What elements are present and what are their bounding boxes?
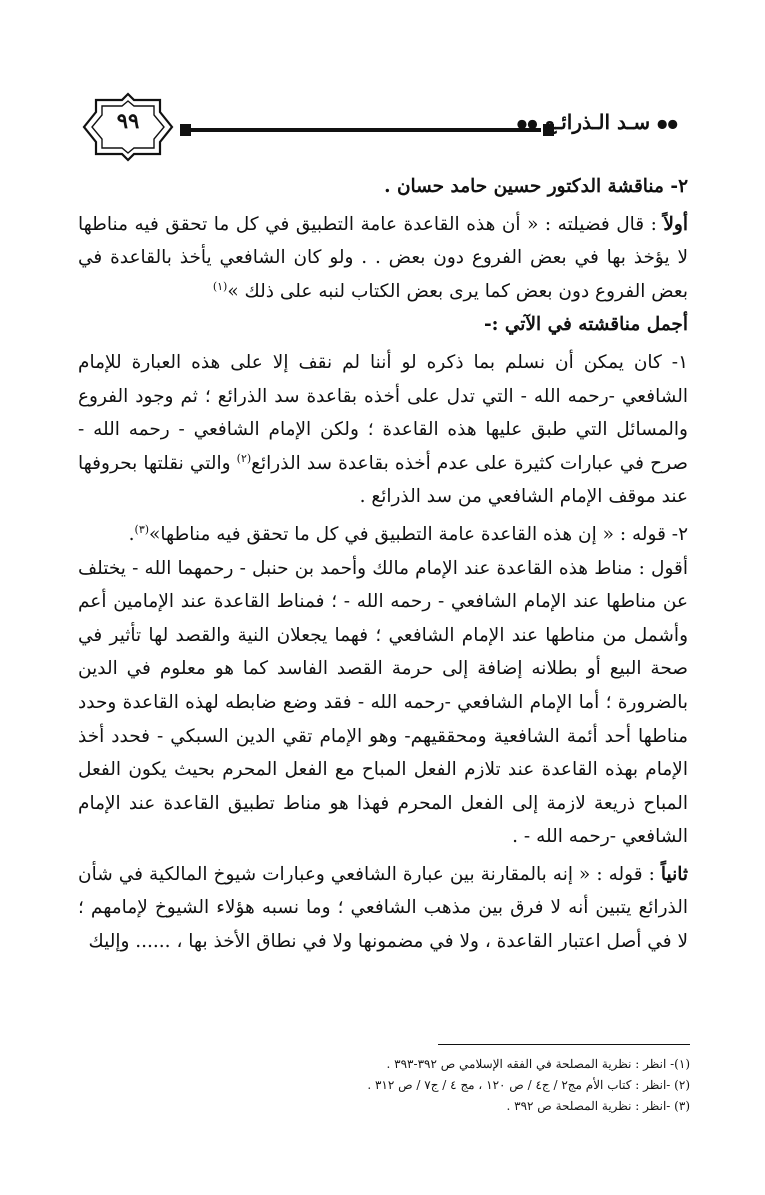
- footnote-ref-2: (٢): [236, 451, 252, 465]
- header-rule: [186, 128, 541, 132]
- point-one-text-after: والتي نقلتها بحروفها عند موقف الإمام الشافعي من سد الذرائع .: [78, 452, 688, 508]
- main-text: [78, 170, 688, 959]
- running-title: [516, 110, 678, 134]
- paragraph-second-label: ثانياً: [660, 863, 688, 885]
- footnote-1: (١)- انظر : نظرية المصلحة في الفقه الإسلامي ص ٣٩٢-٣٩٣ .: [386, 1057, 690, 1071]
- running-title-text: سـد الـذرائـع: [544, 110, 651, 134]
- bullet-dots-icon: ●●: [657, 116, 678, 131]
- paragraph-second: [78, 858, 688, 959]
- footnote-3: (٣) -انظر : نظرية المصلحة ص ٣٩٢ .: [506, 1099, 690, 1113]
- paragraph-first: [78, 208, 688, 309]
- footnote-ref-3: (٣): [134, 522, 150, 536]
- page-header: [78, 92, 678, 162]
- paragraph-second-text: : قوله : « إنه بالمقارنة بين عبارة الشافعي وعبارات شيوخ المالكية في شأن الذرائع يتبين أنه لا فرق بين مذهب الشافعي ؛ وما نسبه هؤلاء الشيوخ لإمامهم ؛ لا في أصل اعتبار القاعدة ، ولا في مضمونها ولا في نطاق الأخذ بها ، ...... وإليك: [78, 863, 688, 953]
- paragraph-aqul: أقول : مناط هذه القاعدة عند الإمام مالك وأحمد بن حنبل - رحمهما الله - يختلف عن مناطها عند الإمام الشافعي - رحمه الله - ؛ فمناط القاعدة عند الإمامين أعم وأشمل من مناطها عند الإمام الشافعي ؛ فهما يجعلان النية والقصد لها تأثير في صحة البيع أو بطلانه إضافة إلى حرمة القصد الفاسد كما هو معلوم في الدين بالضرورة ؛ أما الإمام الشافعي -رحمه الله - فقد وضع ضابطه لهذه القاعدة وحدد مناطها أحد أئمة الشافعية ومحققيهم- وهو الإمام تقي الدين السبكي - فحدد أخذ الإمام بهذه القاعدة عند تلازم الفعل المباح مع الفعل المحرم بحيث يكون الفعل المباح ذريعة لازمة إلى الفعل المحرم فهذا هو مناط تطبيق القاعدة عند الإمام الشافعي -رحمه الله - .: [78, 557, 688, 848]
- footnote-rule: [438, 1044, 690, 1045]
- point-two: [78, 518, 688, 552]
- page-number: ٩٩: [116, 108, 140, 133]
- section-heading: ٢- مناقشة الدكتور حسين حامد حسان .: [384, 176, 688, 197]
- point-one-text: ١- كان يمكن أن نسلم بما ذكره لو أننا لم نقف إلا على هذه العبارة للإمام الشافعي -رحمه الله - التي تدل على أخذه بقاعدة سد الذرائع ؛ ثم وجود الفروع والمسائل التي طبق عليها هذه القاعدة ؛ ولكن الإمام الشافعي - رحمه الله - صرح في عبارات كثيرة على عدم أخذه بقاعدة سد الذرائع: [78, 351, 688, 474]
- footnote-ref-1: (١): [212, 279, 228, 293]
- bullet-dots-icon: ●●: [516, 116, 538, 131]
- paragraph-first-text: : قال فضيلته : « أن هذه القاعدة عامة التطبيق في كل ما تحقق فيه مناطها لا يؤخذ بها في بعض الفروع دون بعض . . ولو كان الشافعي يأخذ بالقاعدة في بعض الفروع دون بعض كما يرى بعض الكتاب لنبه على ذلك »: [78, 213, 688, 302]
- footnotes: [78, 1054, 690, 1117]
- point-two-text: ٢- قوله : « إن هذه القاعدة عامة التطبيق في كل ما تحقق فيه مناطها»: [149, 523, 688, 545]
- paragraph-first-label: أولاً: [663, 213, 688, 235]
- point-two-text-after: .: [128, 523, 135, 545]
- subheading: أجمل مناقشته في الآتي :-: [483, 314, 688, 336]
- footnote-2: (٢) -انظر : كتاب الأم مج٢ / ج٤ / ص ١٢٠ ، مج ٤ / ج٧ / ص ٣١٢ .: [367, 1078, 690, 1092]
- point-one: [78, 346, 688, 514]
